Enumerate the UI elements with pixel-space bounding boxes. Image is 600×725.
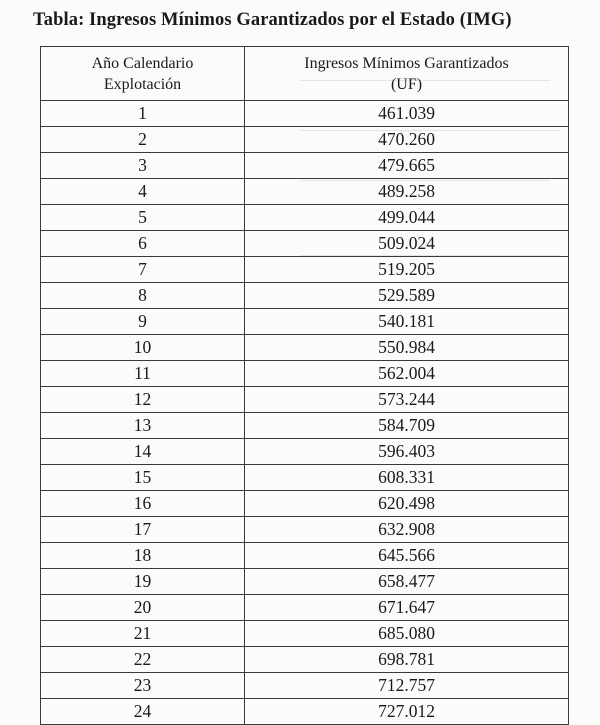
- table-row: [41, 231, 569, 257]
- year-cell: 16: [41, 491, 245, 517]
- table-row: [41, 595, 569, 621]
- year-cell: 1: [41, 101, 245, 127]
- table-row: [41, 413, 569, 439]
- year-cell: 7: [41, 257, 245, 283]
- table-row: [41, 361, 569, 387]
- table-row: [41, 309, 569, 335]
- table-row: [41, 127, 569, 153]
- year-cell: 13: [41, 413, 245, 439]
- img-value-cell: 519.205: [245, 257, 569, 283]
- img-value-cell: 540.181: [245, 309, 569, 335]
- header-img-line2: (UF): [390, 75, 423, 93]
- year-cell: 9: [41, 309, 245, 335]
- year-cell: 23: [41, 673, 245, 699]
- table-row: [41, 387, 569, 413]
- year-cell: 5: [41, 205, 245, 231]
- img-value-cell: 509.024: [245, 231, 569, 257]
- year-cell: 15: [41, 465, 245, 491]
- year-cell: 10: [41, 335, 245, 361]
- table-row: [41, 699, 569, 725]
- img-value-cell: 727.012: [245, 699, 569, 725]
- table-body: [41, 101, 569, 725]
- year-cell: 17: [41, 517, 245, 543]
- table-row: [41, 153, 569, 179]
- img-value-cell: 529.589: [245, 283, 569, 309]
- table-row: [41, 465, 569, 491]
- img-table: [40, 46, 569, 725]
- img-value-cell: 461.039: [245, 101, 569, 127]
- year-cell: 8: [41, 283, 245, 309]
- img-value-cell: 489.258: [245, 179, 569, 205]
- table-row: [41, 543, 569, 569]
- table-row: [41, 101, 569, 127]
- table-row: [41, 179, 569, 205]
- year-cell: 6: [41, 231, 245, 257]
- year-cell: 4: [41, 179, 245, 205]
- img-value-cell: 620.498: [245, 491, 569, 517]
- img-value-cell: 658.477: [245, 569, 569, 595]
- header-img: [245, 47, 569, 101]
- table-row: [41, 621, 569, 647]
- table-title: Tabla: Ingresos Mínimos Garantizados por el Estado (IMG): [33, 10, 512, 30]
- img-value-cell: 470.260: [245, 127, 569, 153]
- table-header-row: [41, 47, 569, 101]
- table-row: [41, 257, 569, 283]
- year-cell: 14: [41, 439, 245, 465]
- header-year-line1: Año Calendario: [91, 54, 194, 72]
- img-value-cell: 608.331: [245, 465, 569, 491]
- img-value-cell: 685.080: [245, 621, 569, 647]
- img-value-cell: 573.244: [245, 387, 569, 413]
- img-value-cell: 632.908: [245, 517, 569, 543]
- table-row: [41, 491, 569, 517]
- year-cell: 2: [41, 127, 245, 153]
- year-cell: 11: [41, 361, 245, 387]
- year-cell: 21: [41, 621, 245, 647]
- year-cell: 18: [41, 543, 245, 569]
- table-row: [41, 517, 569, 543]
- img-value-cell: 479.665: [245, 153, 569, 179]
- table-row: [41, 673, 569, 699]
- table-row: [41, 205, 569, 231]
- table-row: [41, 569, 569, 595]
- img-value-cell: 671.647: [245, 595, 569, 621]
- table-row: [41, 439, 569, 465]
- year-cell: 19: [41, 569, 245, 595]
- img-value-cell: 645.566: [245, 543, 569, 569]
- header-year: [41, 47, 245, 101]
- table-row: [41, 283, 569, 309]
- header-year-line2: Explotación: [103, 75, 182, 93]
- year-cell: 20: [41, 595, 245, 621]
- year-cell: 12: [41, 387, 245, 413]
- img-value-cell: 698.781: [245, 647, 569, 673]
- table-row: [41, 335, 569, 361]
- year-cell: 22: [41, 647, 245, 673]
- img-value-cell: 499.044: [245, 205, 569, 231]
- img-value-cell: 562.004: [245, 361, 569, 387]
- img-value-cell: 712.757: [245, 673, 569, 699]
- img-value-cell: 584.709: [245, 413, 569, 439]
- year-cell: 3: [41, 153, 245, 179]
- year-cell: 24: [41, 699, 245, 725]
- img-value-cell: 596.403: [245, 439, 569, 465]
- img-value-cell: 550.984: [245, 335, 569, 361]
- header-img-line1: Ingresos Mínimos Garantizados: [304, 54, 509, 72]
- table-row: [41, 647, 569, 673]
